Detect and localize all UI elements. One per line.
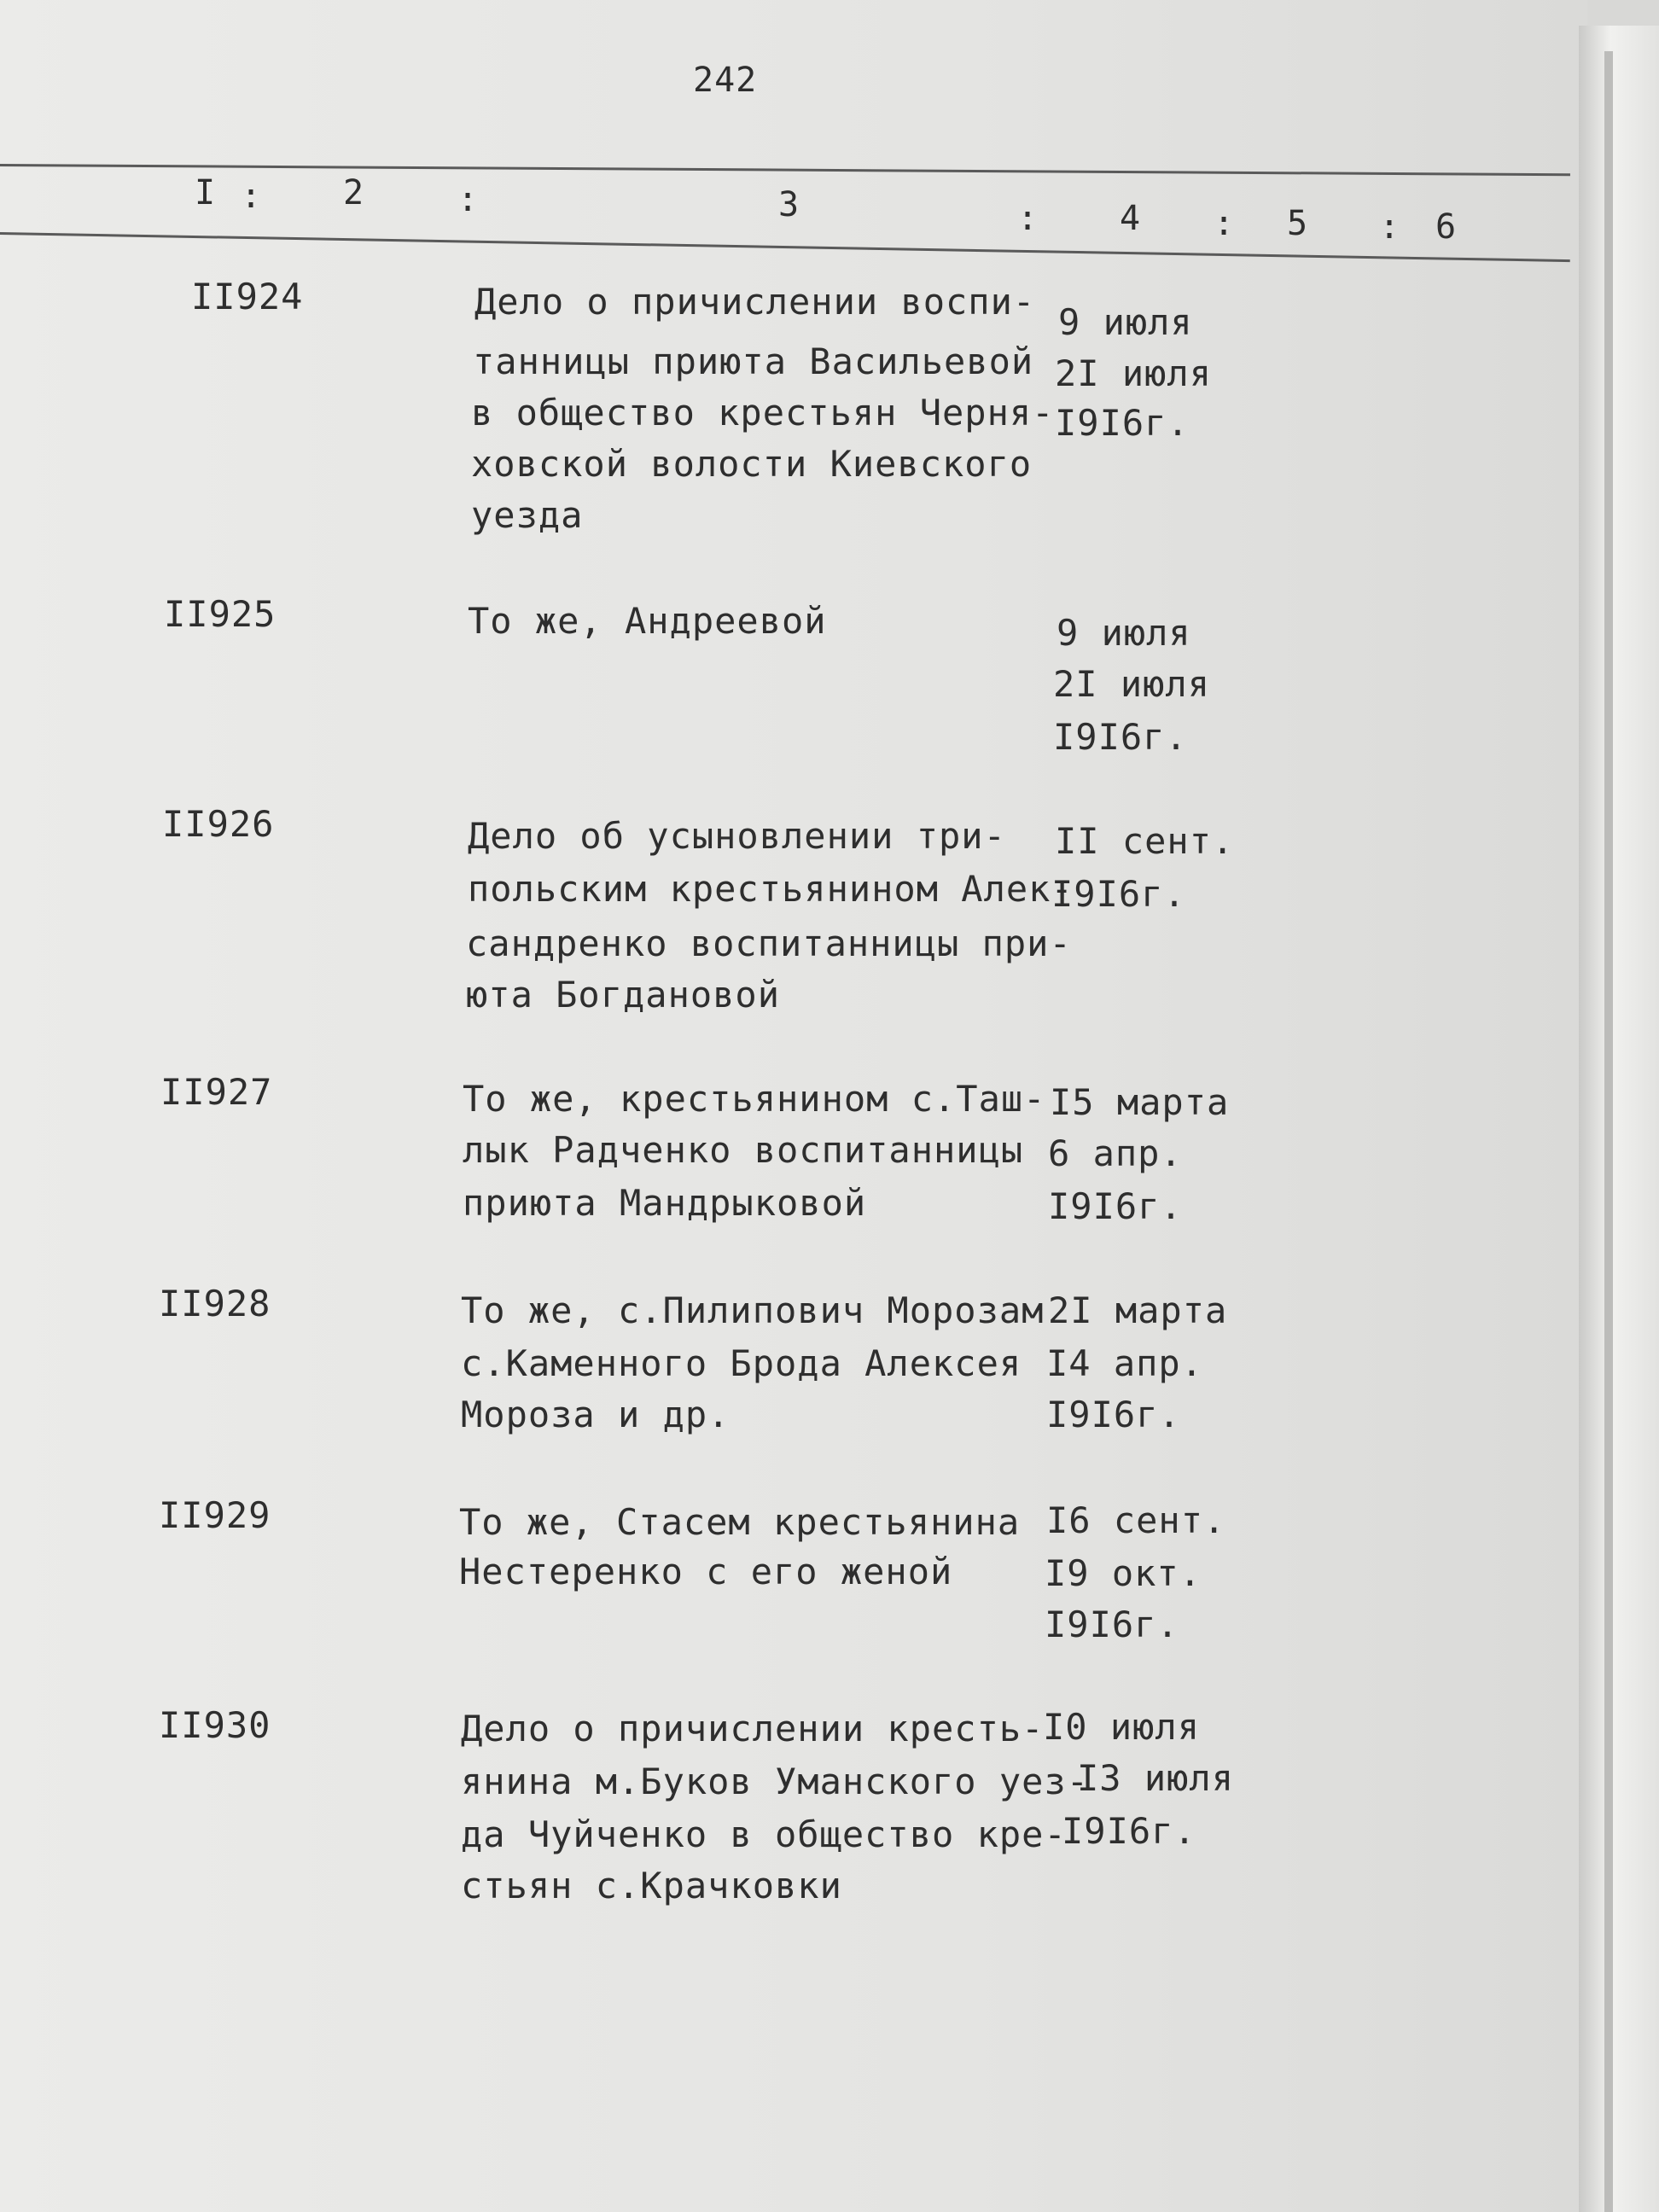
entry-description-line: Дело о причислении кресть- [461, 1708, 1045, 1749]
header-col-4: 4 [1120, 199, 1142, 238]
entry-date-line: I9I6г. [1051, 873, 1186, 915]
header-top-rule [0, 164, 1570, 176]
entry-description-line: польским крестьянином Алек- [468, 868, 1074, 910]
header-separator: : [241, 177, 263, 216]
entry-date-line: 2I марта [1048, 1289, 1228, 1331]
entry-description-line: стьян с.Крачковки [461, 1865, 842, 1906]
entry-date-line: I9I6г. [1062, 1810, 1196, 1852]
entry-date-line: I0 июля [1043, 1706, 1201, 1748]
entry-description-line: с.Каменного Брода Алексея [461, 1342, 1022, 1384]
entry-date-line: 9 июля [1058, 301, 1193, 343]
header-separator: : [1017, 199, 1039, 238]
entry-number: II930 [159, 1704, 271, 1746]
header-col-6: 6 [1435, 207, 1458, 247]
entry-number: II925 [164, 593, 276, 635]
entry-date-line: 2I июля [1055, 352, 1213, 394]
entry-description-line: да Чуйченко в общество кре- [461, 1813, 1067, 1855]
entry-number: II929 [159, 1494, 271, 1536]
header-col-5: 5 [1287, 204, 1309, 243]
header-col-3: 3 [778, 185, 800, 224]
entry-date-line: I3 июля [1077, 1757, 1235, 1799]
entry-description-line: лык Радченко воспитанницы [463, 1129, 1024, 1171]
entry-date-line: I9 окт. [1045, 1552, 1202, 1594]
entry-date-line: I9I6г. [1046, 1394, 1181, 1435]
entry-date-line: II сент. [1055, 820, 1235, 862]
entry-date-line: I4 апр. [1046, 1342, 1204, 1384]
header-separator: : [457, 180, 480, 219]
entry-description-line: Дело об усыновлении три- [468, 815, 1006, 857]
entry-date-line: I6 сент. [1046, 1499, 1226, 1541]
page-edge-shadow [1604, 51, 1613, 2212]
header-col-1: I [195, 173, 217, 212]
entry-date-line: I9I6г. [1048, 1185, 1183, 1227]
header-bottom-rule [0, 232, 1570, 262]
entry-description-line: Мороза и др. [461, 1394, 731, 1435]
entry-number: II926 [162, 803, 275, 845]
page-edge [1579, 26, 1659, 2212]
page-number: 242 [693, 61, 758, 100]
header-col-2: 2 [343, 173, 365, 212]
entry-description-line: То же, крестьянином с.Таш- [463, 1078, 1046, 1120]
header-separator: : [1214, 204, 1236, 243]
entry-description-line: сандренко воспитанницы при- [466, 923, 1072, 964]
entry-description-line: ховской волости Киевского [471, 443, 1033, 485]
entry-date-line: I5 марта [1050, 1081, 1230, 1123]
entry-description-line: То же, с.Пилипович Морозам [461, 1289, 1045, 1331]
entry-description-line: Нестеренко с его женой [459, 1551, 953, 1592]
entry-description-line: в общество крестьян Черня- [471, 392, 1055, 434]
header-separator: : [1379, 207, 1401, 247]
entry-description-line: То же, Андреевой [468, 600, 827, 642]
entry-description-line: янина м.Буков Уманского уез- [461, 1761, 1090, 1802]
entry-description-line: уезда [471, 494, 584, 536]
entry-description-line: То же, Стасем крестьянина [459, 1501, 1021, 1543]
entry-number: II927 [160, 1071, 273, 1113]
entry-date-line: 2I июля [1053, 663, 1211, 705]
entry-number: II928 [159, 1283, 271, 1324]
entry-number: II924 [191, 276, 304, 317]
entry-date-line: I9I6г. [1053, 716, 1188, 758]
entry-date-line: 6 апр. [1048, 1132, 1183, 1174]
entry-date-line: 9 июля [1057, 612, 1191, 654]
entry-description-line: Дело о причислении воспи- [474, 281, 1036, 323]
entry-date-line: I9I6г. [1055, 402, 1190, 444]
entry-description-line: приюта Мандрыковой [463, 1182, 867, 1224]
entry-description-line: юта Богдановой [466, 974, 781, 1016]
entry-description-line: танницы приюта Васильевой [473, 341, 1034, 382]
entry-date-line: I9I6г. [1045, 1604, 1179, 1645]
